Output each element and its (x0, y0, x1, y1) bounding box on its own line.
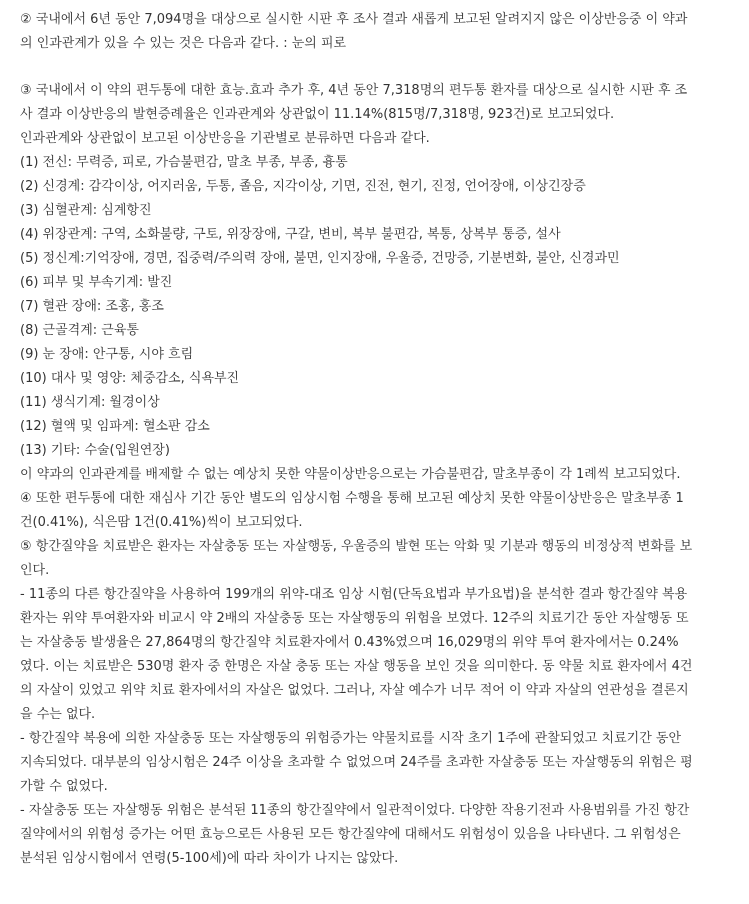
list-item: (6) 피부 및 부속기계: 발진 (20, 275, 173, 290)
list-item: (2) 신경계: 감각이상, 어지러움, 두통, 졸음, 지각이상, 기면, 진전, 현기, 진정, 언어장애, 이상긴장증 (20, 179, 586, 194)
text-line: ② 국내에서 6년 동안 7,094명을 대상으로 실시한 시판 후 조사 결과 새롭게 보고된 알려지지 않은 이상반응중 이 약과 (20, 12, 688, 27)
text-line: 지속되었다. 대부분의 임상시험은 24주 이상을 초과할 수 없었으며 24주를 초과한 자살충동 또는 자살행동의 위험은 평 (20, 755, 693, 770)
text-line: 분석된 임상시험에서 연령(5-100세)에 따라 차이가 나지는 않았다. (20, 851, 399, 866)
text-line: 질약에서의 위험성 증가는 어떤 효능으로든 사용된 모든 항간질약에 대해서도 위험성이 있음을 나타낸다. 그 위험성은 (20, 827, 681, 842)
list-item: (11) 생식기계: 월경이상 (20, 395, 160, 410)
text-line: - 자살충동 또는 자살행동 위험은 분석된 11종의 항간질약에서 일관적이었다. 다양한 작용기전과 사용범위를 가진 항간 (20, 803, 690, 818)
section-2 (20, 8, 737, 56)
text-line: 환자는 위약 투여환자와 비교시 약 2배의 자살충동 또는 자살행동의 위험을 보였다. 12주의 치료기간 동안 자살행동 또 (20, 611, 689, 626)
list-item: (13) 기타: 수술(입원연장) (20, 443, 170, 458)
list-item: (9) 눈 장애: 안구통, 시야 흐림 (20, 347, 194, 362)
text-line: ③ 국내에서 이 약의 편두통에 대한 효능.효과 추가 후, 4년 동안 7,318명의 편두통 환자를 대상으로 실시한 시판 후 조 (20, 83, 688, 98)
list-item: (12) 혈액 및 임파계: 혈소판 감소 (20, 419, 210, 434)
text-line: 인다. (20, 563, 50, 578)
text-line: 이 약과의 인과관계를 배제할 수 없는 예상치 못한 약물이상반응으로는 가슴불편감, 말초부종이 각 1례씩 보고되었다. (20, 467, 681, 482)
list-item: (4) 위장관계: 구역, 소화불량, 구토, 위장장애, 구갈, 변비, 복부 불편감, 복통, 상복부 통증, 설사 (20, 227, 561, 242)
list-item: (3) 심혈관계: 심계항진 (20, 203, 152, 218)
text-line: ④ 또한 편두통에 대한 재심사 기간 동안 별도의 임상시험 수행을 통해 보고된 예상치 못한 약물이상반응은 말초부종 1 (20, 491, 684, 506)
text-line: 의 자살이 있었고 위약 치료 환자에서의 자살은 없었다. 그러나, 자살 예수가 너무 적어 이 약과 자살의 연관성을 결론지 (20, 683, 689, 698)
text-line: 의 인과관계가 있을 수 있는 것은 다음과 같다. : 눈의 피로 (20, 36, 347, 51)
text-line: 건(0.41%), 식은땀 1건(0.41%)씩이 보고되었다. (20, 515, 303, 530)
text-line: - 11종의 다른 항간질약을 사용하여 199개의 위약-대조 임상 시험(단독요법과 부가요법)을 분석한 결과 항간질약 복용 (20, 587, 688, 602)
text-line: - 항간질약 복용에 의한 자살충동 또는 자살행동의 위험증가는 약물치료를 시작 초기 1주에 관찰되었고 치료기간 동안 (20, 731, 682, 746)
text-line: ⑤ 항간질약을 치료받은 환자는 자살충동 또는 자살행동, 우울증의 발현 또는 악화 및 기분과 행동의 비정상적 변화를 보 (20, 539, 693, 554)
list-item: (10) 대사 및 영양: 체중감소, 식욕부진 (20, 371, 240, 386)
text-line: 였다. 이는 치료받은 530명 환자 중 한명은 자살 충동 또는 자살 행동을 보인 것을 의미한다. 동 약물 치료 환자에서 4건 (20, 659, 693, 674)
list-item: (8) 근골격계: 근육통 (20, 323, 139, 338)
list-item: (1) 전신: 무력증, 피로, 가슴불편감, 말초 부종, 부종, 흉통 (20, 155, 348, 170)
text-line: 인과관계와 상관없이 보고된 이상반응을 기관별로 분류하면 다음과 같다. (20, 131, 430, 146)
text-line (20, 871, 737, 895)
text-line: 가할 수 없었다. (20, 779, 108, 794)
text-line: 는 자살충동 발생율은 27,864명의 항간질약 치료환자에서 0.43%였으며 16,029명의 위약 투여 환자에서는 0.24% (20, 635, 679, 650)
list-item: (7) 혈관 장애: 조홍, 홍조 (20, 299, 164, 314)
text-line: 사 결과 이상반응의 발현증례율은 인과관계와 상관없이 11.14%(815명/7,318명, 923건)로 보고되었다. (20, 107, 615, 122)
text-line: 을 수는 없다. (20, 707, 96, 722)
section-3-5 (20, 79, 737, 895)
list-item: (5) 정신계:기억장애, 경면, 집중력/주의력 장애, 불면, 인지장애, 우울증, 건망증, 기분변화, 불안, 신경과민 (20, 251, 620, 266)
